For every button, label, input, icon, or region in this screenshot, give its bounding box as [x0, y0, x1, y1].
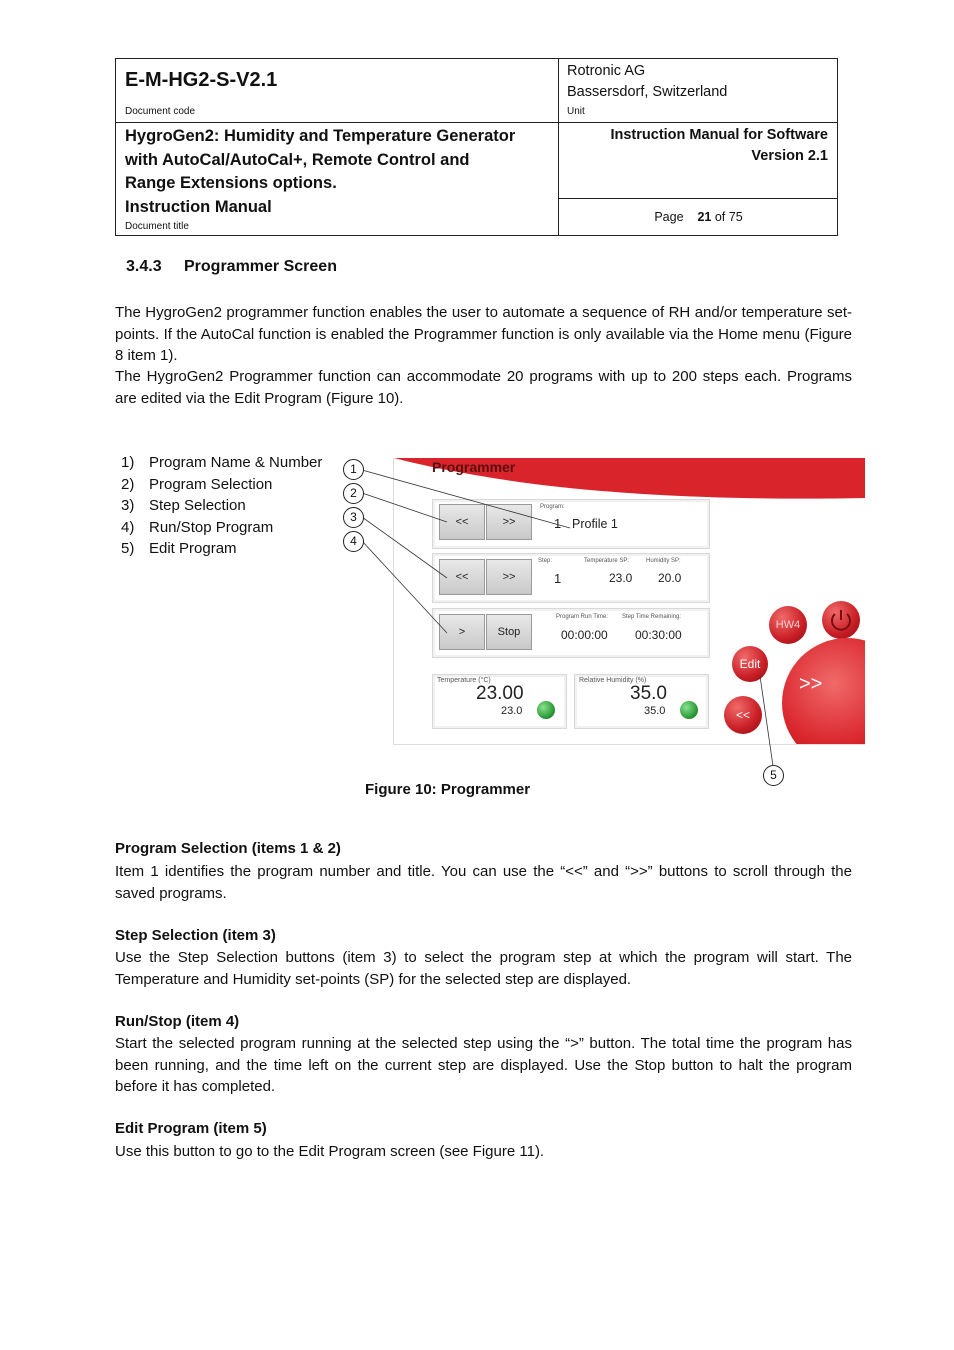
document-title-label: Document title	[125, 221, 189, 232]
list-item: 3) Step Selection	[121, 497, 246, 514]
step-label: Step:	[538, 558, 553, 564]
run-button[interactable]: >	[439, 614, 485, 650]
run-time-label: Program Run Time:	[556, 614, 609, 620]
document-code-label: Document code	[125, 106, 196, 117]
document-title: HygroGen2: Humidity and Temperature Generator with AutoCal/AutoCal+, Remote Control and Range Extensions options. Instruction Manual	[125, 127, 516, 216]
page-number: Page 21 of 75	[654, 210, 743, 224]
figure-caption: Figure 10: Programmer	[365, 781, 531, 798]
humidity-value: 35.0	[630, 683, 667, 704]
callout-5: 5	[763, 765, 784, 786]
list-item: 5) Edit Program	[121, 540, 237, 557]
subsection-title: Step Selection (item 3)	[115, 927, 276, 944]
humidity-setpoint: 35.0	[644, 705, 666, 717]
screen-title: Programmer	[432, 459, 516, 475]
hum-sp-label: Humidity SP:	[646, 558, 681, 564]
run-time-value: 00:00:00	[561, 628, 608, 642]
intro-paragraph-2: The HygroGen2 Programmer function can accommodate 20 programs with up to 200 steps each. Programs are edited via the Edit Program (Figure 10).	[115, 368, 852, 407]
hw4-button[interactable]: HW4	[769, 606, 807, 644]
document-code: E-M-HG2-S-V2.1	[125, 69, 278, 91]
subsection-text: Use this button to go to the Edit Program screen (see Figure 11).	[115, 1143, 545, 1160]
temperature-setpoint: 23.0	[501, 705, 523, 717]
subsection-text: Use the Step Selection buttons (item 3) to select the program step at which the program will start. The Temperature and Humidity set-points (SP) for the selected step are displayed.	[115, 949, 852, 988]
intro-paragraph-1: The HygroGen2 programmer function enables the user to automate a sequence of RH and/or temperature set-points. If the AutoCal function is enabled the Programmer function is only available via the Home menu (Figure 8 item 1).	[115, 304, 852, 364]
callout-2: 2	[343, 483, 364, 504]
hum-sp-value: 20.0	[658, 571, 682, 585]
big-next-button[interactable]: >>	[799, 673, 823, 695]
callout-3: 3	[343, 507, 364, 528]
manual-title: Instruction Manual for Software Version 2.1	[610, 127, 828, 164]
humidity-label: Relative Humidity (%)	[579, 677, 647, 684]
temperature-value: 23.00	[476, 683, 524, 704]
program-next-button[interactable]: >>	[486, 504, 532, 540]
list-item: 2) Program Selection	[121, 475, 273, 493]
program-label: Program:	[540, 504, 565, 510]
step-remaining-label: Step Time Remaining:	[622, 614, 682, 620]
step-prev-button[interactable]: <<	[439, 559, 485, 595]
subsection-text: Item 1 identifies the program number and title. You can use the “<<” and “>>” buttons to scroll through the saved programs.	[115, 863, 852, 902]
unit-label: Unit	[567, 106, 585, 117]
temp-sp-label: Temperature SP:	[584, 558, 630, 564]
section-heading: 3.4.3 Programmer Screen	[126, 258, 337, 275]
list-item: 4) Run/Stop Program	[121, 518, 274, 536]
program-prev-button[interactable]: <<	[439, 504, 485, 540]
step-remaining-value: 00:30:00	[635, 628, 682, 642]
program-name: Profile 1	[572, 517, 618, 531]
subsection-title: Run/Stop (item 4)	[115, 1013, 240, 1030]
edit-button[interactable]: Edit	[732, 646, 768, 682]
step-next-button[interactable]: >>	[486, 559, 532, 595]
prev-page-button[interactable]: <<	[724, 696, 762, 734]
subsection-title: Program Selection (items 1 & 2)	[115, 840, 341, 857]
subsection-title: Edit Program (item 5)	[115, 1120, 267, 1137]
temperature-label: Temperature (°C)	[437, 677, 491, 684]
program-number: 1	[554, 516, 562, 531]
subsection-text: Start the selected program running at the selected step using the “>” button. The total time the program has been running, and the time left on the current step are displayed. Use the Stop button to halt the program before it has completed.	[115, 1035, 852, 1095]
unit-name: Rotronic AG Bassersdorf, Switzerland	[567, 63, 728, 100]
callout-1: 1	[343, 459, 364, 480]
step-value: 1	[554, 571, 562, 586]
list-item: 1) Program Name & Number	[121, 454, 323, 471]
callout-4: 4	[343, 531, 364, 552]
stop-button[interactable]: Stop	[486, 614, 532, 650]
temp-sp-value: 23.0	[609, 571, 633, 585]
